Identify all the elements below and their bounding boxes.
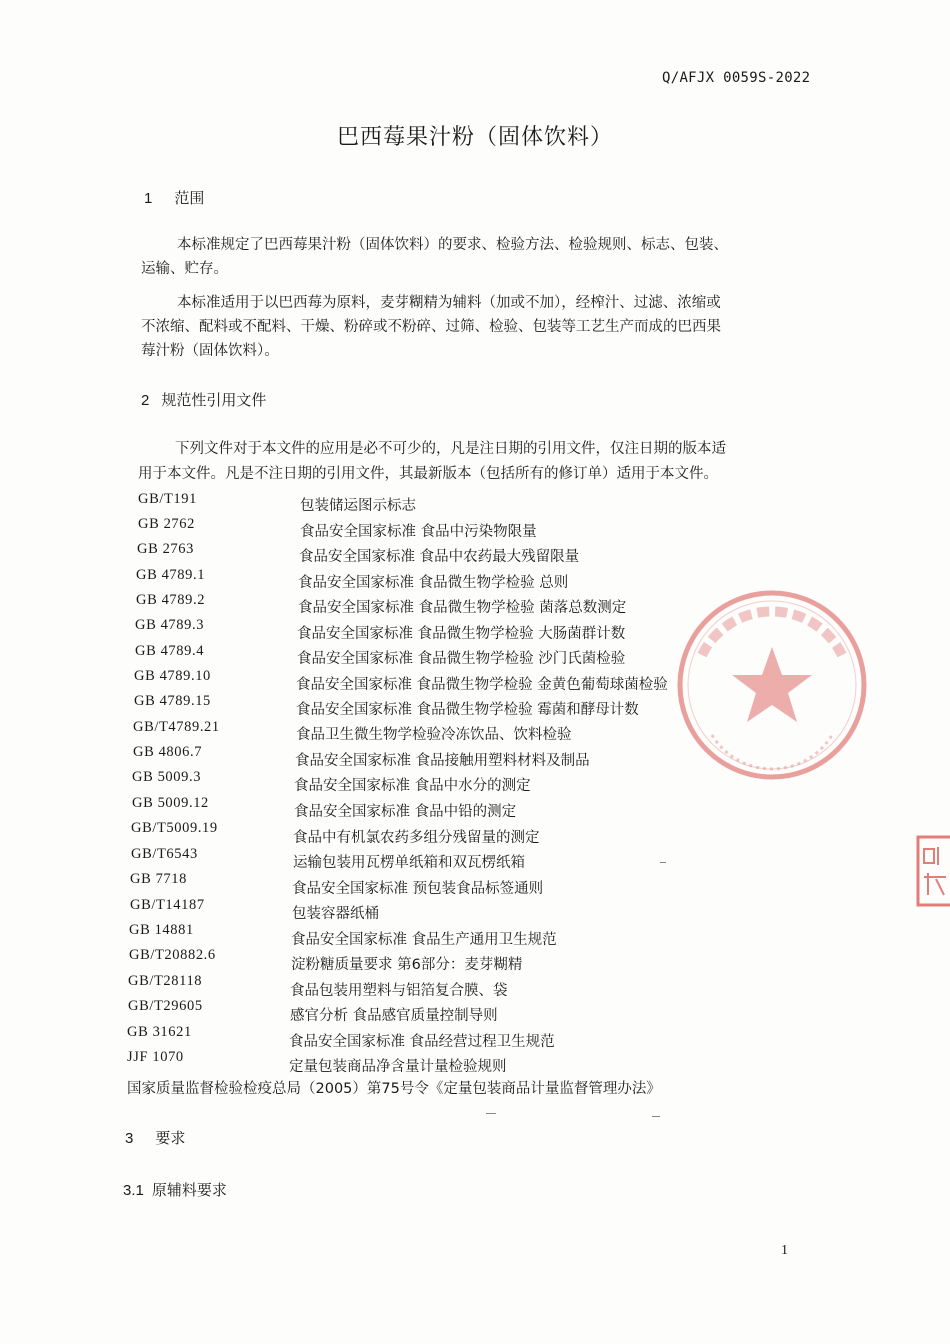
section-1-heading [144, 187, 204, 208]
section-2-heading [141, 389, 266, 410]
reference-title: 食品中有机氯农药多组分残留量的测定 [293, 830, 540, 846]
references-intro-line-1: 下列文件对于本文件的应用是必不可少的，凡是注日期的引用文件，仅注日期的版本适 [175, 441, 726, 457]
reference-code: GB 2763 [137, 541, 194, 557]
reference-code: GB/T14187 [130, 897, 205, 913]
reference-title: 食品包装用塑料与铝箔复合膜、袋 [290, 983, 508, 999]
section-2-title: 规范性引用文件 [161, 391, 267, 409]
reference-code: GB 4789.4 [135, 643, 205, 659]
reference-code: GB 4789.10 [134, 668, 211, 684]
company-seal-icon [672, 585, 872, 785]
reference-title: 食品安全国家标准 食品中水分的测定 [294, 778, 531, 794]
reference-code: GB/T20882.6 [129, 947, 216, 963]
reference-code: GB/T4789.21 [133, 719, 220, 735]
reference-title: 食品安全国家标准 预包装食品标签通则 [292, 881, 544, 897]
section-3-number: 3 [125, 1130, 134, 1147]
reference-code: GB/T191 [138, 491, 197, 507]
scope-para-2-line-2: 不浓缩、配料或不配料、干燥、粉碎或不粉碎、过筛、检验、包装等工艺生产而成的巴西果 [141, 319, 721, 335]
reference-title: 定量包装商品净含量计量检验规则 [289, 1059, 507, 1075]
scan-speck [660, 862, 666, 863]
scan-speck [652, 1116, 660, 1117]
reference-code: GB/T5009.19 [131, 820, 218, 836]
decree-reference: 国家质量监督检验检疫总局（2005）第75号令《定量包装商品计量监督管理办法》 [127, 1081, 661, 1097]
side-stamp-icon [916, 835, 950, 907]
reference-title: 食品安全国家标准 食品生产通用卫生规范 [291, 932, 557, 948]
section-1-title: 范围 [174, 189, 205, 207]
reference-title: 食品安全国家标准 食品微生物学检验 菌落总数测定 [298, 600, 627, 616]
reference-title: 运输包装用瓦楞单纸箱和双瓦楞纸箱 [293, 855, 525, 871]
reference-title: 食品安全国家标准 食品微生物学检验 大肠菌群计数 [297, 626, 626, 642]
section-1-number: 1 [144, 190, 153, 207]
reference-code: GB 5009.12 [132, 795, 209, 811]
document-title: 巴西莓果汁粉（固体饮料） [336, 125, 613, 150]
reference-title: 食品安全国家标准 食品微生物学检验 金黄色葡萄球菌检验 [296, 677, 668, 693]
reference-code: GB/T6543 [131, 846, 198, 862]
reference-code: GB/T29605 [128, 998, 203, 1014]
reference-code: GB 7718 [130, 871, 187, 887]
scope-para-2-line-1: 本标准适用于以巴西莓为原料，麦芽糊精为辅料（加或不加），经榨汁、过滤、浓缩或 [177, 295, 721, 311]
section-3-1-number: 3.1 [123, 1182, 144, 1199]
reference-title: 感官分析 食品感官质量控制导则 [290, 1008, 498, 1024]
references-intro-line-2: 用于本文件。凡是不注日期的引用文件，其最新版本（包括所有的修订单）适用于本文件。 [138, 466, 718, 482]
reference-code: GB/T28118 [128, 973, 203, 989]
scope-para-1-line-1: 本标准规定了巴西莓果汁粉（固体饮料）的要求、检验方法、检验规则、标志、包装、 [177, 237, 728, 253]
reference-code: GB 4789.3 [135, 617, 205, 633]
section-3-1-title: 原辅料要求 [151, 1181, 227, 1199]
reference-code: GB 4789.15 [134, 693, 211, 709]
section-3-title: 要求 [155, 1129, 186, 1147]
section-3-1-heading [123, 1179, 227, 1200]
reference-title: 包装容器纸桶 [292, 906, 379, 922]
reference-title: 食品安全国家标准 食品微生物学检验 总则 [298, 575, 569, 591]
scope-para-1-line-2: 运输、贮存。 [141, 261, 228, 277]
reference-title: 包装储运图示标志 [300, 498, 416, 514]
reference-title: 食品卫生微生物学检验冷冻饮品、饮料检验 [296, 727, 572, 743]
reference-code: GB 4806.7 [133, 744, 203, 760]
scope-para-2-line-3: 莓汁粉（固体饮料）。 [141, 343, 279, 359]
reference-title: 食品安全国家标准 食品微生物学检验 霉菌和酵母计数 [296, 702, 639, 718]
reference-title: 食品安全国家标准 食品中铅的测定 [294, 804, 517, 820]
reference-title: 淀粉糖质量要求 第6部分：麦芽糊精 [291, 957, 523, 973]
reference-title: 食品安全国家标准 食品中污染物限量 [300, 524, 537, 540]
reference-code: GB 2762 [138, 516, 195, 532]
section-3-heading [125, 1127, 185, 1148]
scan-speck [486, 1113, 496, 1114]
document-code: Q/AFJX 0059S-2022 [662, 70, 811, 86]
reference-code: GB 5009.3 [132, 769, 202, 785]
reference-title: 食品安全国家标准 食品接触用塑料材料及制品 [295, 753, 590, 769]
reference-title: 食品安全国家标准 食品中农药最大残留限量 [299, 549, 580, 565]
reference-title: 食品安全国家标准 食品经营过程卫生规范 [289, 1034, 555, 1050]
page-number: 1 [781, 1243, 788, 1258]
reference-code: GB 4789.1 [136, 567, 206, 583]
section-2-number: 2 [141, 392, 150, 409]
reference-title: 食品安全国家标准 食品微生物学检验 沙门氏菌检验 [297, 651, 626, 667]
reference-code: GB 4789.2 [136, 592, 206, 608]
reference-code: GB 14881 [129, 922, 194, 938]
reference-code: GB 31621 [127, 1024, 192, 1040]
reference-code: JJF 1070 [127, 1049, 184, 1065]
